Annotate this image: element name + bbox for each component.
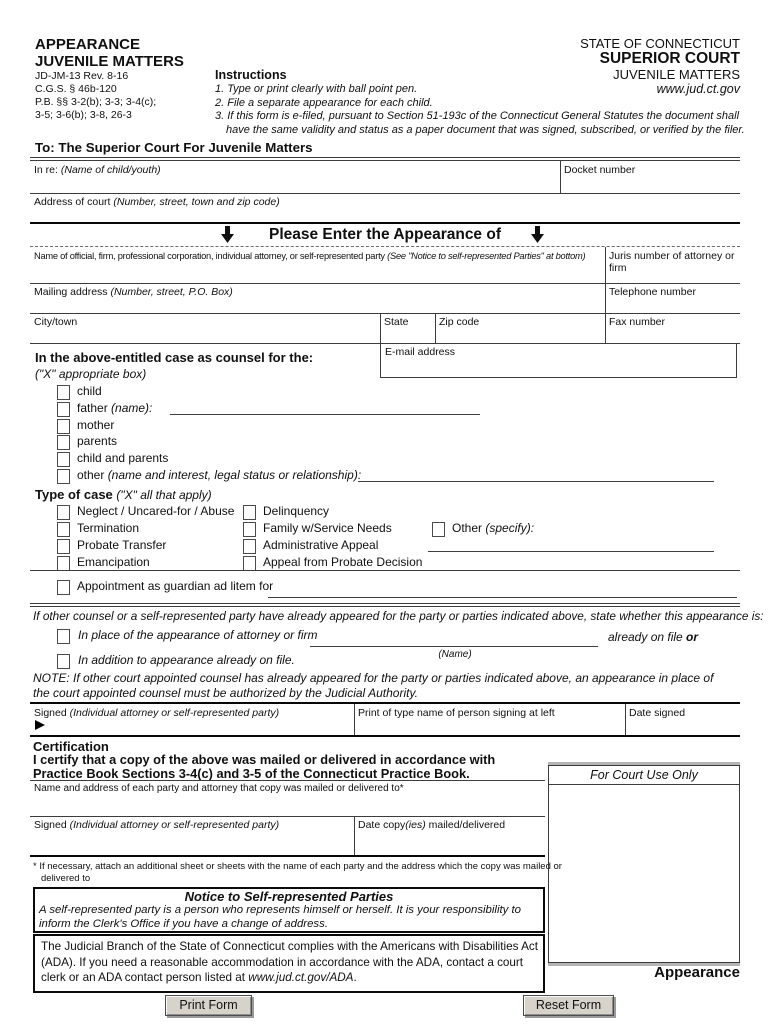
divider: [30, 735, 740, 737]
label-italic: (name):: [111, 401, 153, 415]
heading-italic: ("X" all that apply): [116, 488, 212, 502]
already-on-file-label: [608, 630, 698, 644]
divider: [605, 247, 606, 343]
mailing-address-label: [30, 283, 605, 298]
divider: [380, 313, 381, 343]
certification-heading: Certification: [33, 739, 109, 754]
counsel-parents-label: [77, 434, 117, 448]
casetype-delinquency-label: Delinquency: [263, 504, 330, 518]
in-addition-label: In addition to appearance already on file.: [78, 653, 295, 667]
mailing-address-label-text: Mailing address: [34, 286, 111, 298]
state-label: State: [384, 316, 409, 328]
instruction-1: 1. Type or print clearly with ball point pen.: [215, 83, 418, 95]
label-bold: or: [686, 630, 699, 644]
label-text: .: [353, 971, 357, 984]
party-name-field[interactable]: [30, 247, 605, 283]
label-text: child: [77, 384, 102, 398]
casetype-emancipation-label: Emancipation: [77, 555, 150, 569]
signed-label: [30, 704, 354, 719]
date-signed-label: Date signed: [629, 707, 686, 719]
label-italic: (specify):: [485, 521, 535, 535]
mailing-address-field[interactable]: [30, 283, 605, 313]
label-text: clerk or an ADA contact person listed at: [41, 971, 249, 984]
email-label: E-mail address: [385, 346, 456, 358]
court-address-label-text: Address of court: [34, 196, 114, 208]
footnote-line2: delivered to: [41, 873, 91, 884]
note-line2: the court appointed counsel must be authorized by the Judicial Authority.: [33, 686, 418, 700]
counsel-child-and-parents-label: [77, 451, 168, 465]
counsel-father-checkbox[interactable]: [57, 402, 70, 417]
note-line1: NOTE: If other court appointed counsel has already appeared for the party or parties indicated above, an appearance in place of: [33, 671, 714, 685]
date-copies-field[interactable]: [354, 816, 545, 855]
name-caption: (Name): [438, 649, 472, 660]
city-town-field[interactable]: [30, 313, 380, 343]
counsel-heading: In the above-entitled case as counsel for the:: [35, 350, 314, 365]
print-name-field[interactable]: [354, 704, 625, 735]
casetype-probate-transfer-label: Probate Transfer: [77, 538, 167, 552]
telephone-label: Telephone number: [609, 286, 696, 298]
casetype-probate-transfer-checkbox[interactable]: [57, 539, 70, 554]
counsel-mother-checkbox[interactable]: [57, 419, 70, 434]
casetype-other-checkbox[interactable]: [432, 522, 445, 537]
zip-code-field[interactable]: [435, 313, 605, 343]
date-signed-field[interactable]: [625, 704, 740, 735]
print-form-button[interactable]: Print Form: [165, 995, 252, 1016]
banner: [30, 224, 740, 246]
casetype-other-label: [452, 521, 534, 535]
prior-appearance-intro: If other counsel or a self-represented party have already appeared for the party or parties indicated above, state whether this appearance is:: [33, 609, 764, 623]
mailing-address-label-italic: (Number, street, P.O. Box): [110, 286, 233, 298]
counsel-subheading: ("X" appropriate box): [35, 367, 147, 381]
name-address-field[interactable]: [30, 780, 545, 816]
certify-line2: Practice Book Sections 3-4(c) and 3-5 of the Connecticut Practice Book.: [33, 766, 470, 781]
telephone-field[interactable]: [605, 283, 740, 313]
down-arrow-icon: [530, 226, 545, 244]
casetype-appeal-probate-label: Appeal from Probate Decision: [263, 555, 423, 569]
label-text: Signed: [34, 707, 70, 719]
divider: [30, 855, 545, 857]
notice-box: [33, 887, 545, 933]
label-text: mailed/delivered: [425, 819, 506, 831]
statute-ref-1: C.G.S. § 46b-120: [35, 83, 117, 95]
to-court-line: To: The Superior Court For Juvenile Matters: [35, 140, 313, 155]
father-name-line[interactable]: [170, 414, 480, 415]
cert-signed-field[interactable]: [30, 816, 354, 855]
party-name-label: [30, 247, 605, 262]
date-copies-label: [354, 816, 545, 831]
docket-number-field[interactable]: [560, 161, 740, 193]
statute-ref-3: 3-5; 3-6(b); 3-8, 26-3: [35, 109, 132, 121]
zip-code-label: Zip code: [439, 316, 480, 328]
state-field[interactable]: [380, 313, 435, 343]
state-line: STATE OF CONNECTICUT: [580, 36, 740, 51]
name-address-label: Name and address of each party and attorney that copy was mailed or delivered to*: [34, 783, 404, 794]
in-re-field[interactable]: [30, 161, 560, 193]
guardian-name-line[interactable]: [268, 597, 737, 598]
casetype-termination-label: Termination: [77, 521, 140, 535]
label-text: mother: [77, 418, 115, 432]
in-re-label: [30, 161, 560, 176]
page-label: Appearance: [654, 964, 740, 981]
label-text: other: [77, 468, 108, 482]
casetype-family-service-needs-checkbox[interactable]: [243, 522, 256, 537]
notice-body-line2: inform the Clerk's Office if you have a change of address.: [39, 917, 328, 930]
divider: [435, 313, 436, 343]
divider: [354, 704, 355, 735]
court-use-label: For Court Use Only: [549, 766, 739, 785]
party-name-label-italic: (See "Notice to self-represented Parties" at bottom): [387, 251, 586, 261]
ada-box: [33, 934, 545, 993]
court-header-block: [440, 36, 740, 97]
label-text: already on file: [608, 630, 687, 644]
label-italic: (ies): [405, 819, 426, 831]
party-name-label-text: Name of official, firm, professional corporation, individual attorney, or self-represented party: [34, 251, 388, 261]
divider: [625, 704, 626, 735]
casetype-family-service-needs-label: Family w/Service Needs: [263, 521, 392, 535]
court-address-field[interactable]: [30, 193, 740, 222]
casetype-termination-checkbox[interactable]: [57, 522, 70, 537]
cert-signed-label: [30, 816, 354, 831]
label-italic: (name and interest, legal status or relationship):: [107, 468, 362, 482]
juris-number-label: Juris number of attorney or firm: [609, 250, 735, 274]
counsel-child-label: [77, 384, 102, 398]
casetype-appeal-probate-checkbox[interactable]: [243, 556, 256, 571]
counsel-father-label: [77, 401, 152, 415]
casetype-emancipation-checkbox[interactable]: [57, 556, 70, 571]
in-addition-checkbox[interactable]: [57, 654, 70, 669]
in-re-label-italic: (Name of child/youth): [60, 164, 161, 176]
banner-title: Please Enter the Appearance of: [268, 226, 501, 243]
reset-form-button[interactable]: Reset Form: [523, 995, 614, 1016]
heading-text: Type of case: [35, 487, 117, 502]
label-text: child and parents: [77, 451, 169, 465]
counsel-child-checkbox[interactable]: [57, 385, 70, 400]
superior-court-line: SUPERIOR COURT: [599, 50, 740, 67]
form-title-block: [35, 36, 184, 122]
ada-line3: [35, 970, 543, 986]
footnote-line1: * If necessary, attach an additional sheet or sheets with the name of each party and the address which the copy was mailed or: [33, 861, 562, 872]
court-use-box: [548, 765, 740, 963]
right-pointer-icon: [35, 720, 45, 730]
juris-number-field[interactable]: [605, 247, 740, 283]
ada-url: www.jud.ct.gov/ADA: [248, 971, 354, 984]
city-town-label: City/town: [34, 316, 78, 328]
label-text: Signed: [34, 819, 70, 831]
divider: [354, 816, 355, 855]
guardian-ad-litem-label: Appointment as guardian ad litem for: [77, 579, 274, 593]
certify-line1: I certify that a copy of the above was mailed or delivered in accordance with: [33, 752, 496, 767]
case-type-heading: [35, 487, 212, 502]
guardian-ad-litem-checkbox[interactable]: [57, 580, 70, 595]
statute-ref-2: P.B. §§ 3-2(b); 3-3; 3-4(c);: [35, 96, 157, 108]
label-italic: (Individual attorney or self-represented party): [69, 707, 280, 719]
instruction-3: 3. If this form is e-filed, pursuant to Section 51-193c of the Connecticut General Statutes the document shall: [215, 110, 740, 122]
notice-body-line1: A self-represented party is a person who represents himself or herself. It is your responsibility to: [39, 904, 521, 916]
counsel-other-label: [77, 468, 361, 482]
casetype-administrative-appeal-checkbox[interactable]: [243, 539, 256, 554]
form-title-line2: JUVENILE MATTERS: [35, 53, 184, 70]
other-specify-line[interactable]: [428, 551, 714, 552]
casetype-delinquency-checkbox[interactable]: [243, 505, 256, 520]
divider: [560, 161, 561, 193]
divider: [30, 603, 740, 607]
down-arrow-icon: [220, 226, 235, 244]
email-field[interactable]: [380, 343, 737, 378]
ada-line1: The Judicial Branch of the State of Connecticut complies with the Americans with Disabilities Act: [41, 940, 538, 953]
court-address-label: [30, 193, 740, 208]
notice-title: Notice to Self-represented Parties: [184, 889, 394, 904]
form-number: JD-JM-13 Rev. 8-16: [35, 70, 129, 82]
in-re-label-text: In re:: [34, 164, 61, 176]
fax-number-label: Fax number: [609, 316, 666, 328]
in-place-label: In place of the appearance of attorney or firm: [78, 628, 318, 642]
instructions-title: Instructions: [215, 68, 287, 82]
label-text: father: [77, 401, 112, 415]
label-text: Date copy: [358, 819, 406, 831]
fax-number-field[interactable]: [605, 313, 740, 343]
docket-number-label: Docket number: [564, 164, 636, 176]
counsel-other-checkbox[interactable]: [57, 469, 70, 484]
other-name-line[interactable]: [358, 481, 714, 482]
counsel-mother-label: [77, 418, 114, 432]
label-text: Other: [452, 521, 486, 535]
label-text: parents: [77, 434, 118, 448]
divider: [30, 570, 740, 571]
casetype-neglect-checkbox[interactable]: [57, 505, 70, 520]
counsel-child-and-parents-checkbox[interactable]: [57, 452, 70, 467]
instruction-2: 2. File a separate appearance for each child.: [215, 96, 433, 109]
court-use-area: [549, 785, 739, 961]
in-place-checkbox[interactable]: [57, 629, 70, 644]
instruction-3-cont: have the same validity and status as a paper document that was signed, subscribed, or verified by the filer.: [226, 123, 745, 136]
casetype-administrative-appeal-label: Administrative Appeal: [263, 538, 379, 552]
form-title-line1: APPEARANCE: [35, 36, 141, 53]
counsel-parents-checkbox[interactable]: [57, 435, 70, 450]
signed-field[interactable]: [30, 704, 354, 735]
juvenile-matters-line: JUVENILE MATTERS: [613, 67, 740, 82]
website-link[interactable]: www.jud.ct.gov: [656, 82, 740, 96]
casetype-neglect-label: Neglect / Uncared-for / Abuse: [77, 504, 235, 518]
in-place-name-line[interactable]: [310, 646, 598, 647]
label-italic: (Individual attorney or self-represented party): [69, 819, 280, 831]
court-address-label-italic: (Number, street, town and zip code): [113, 196, 280, 208]
ada-line2: (ADA). If you need a reasonable accommodation in accordance with the ADA, contact a court: [41, 955, 524, 969]
print-name-label: Print of type name of person signing at left: [358, 707, 555, 719]
